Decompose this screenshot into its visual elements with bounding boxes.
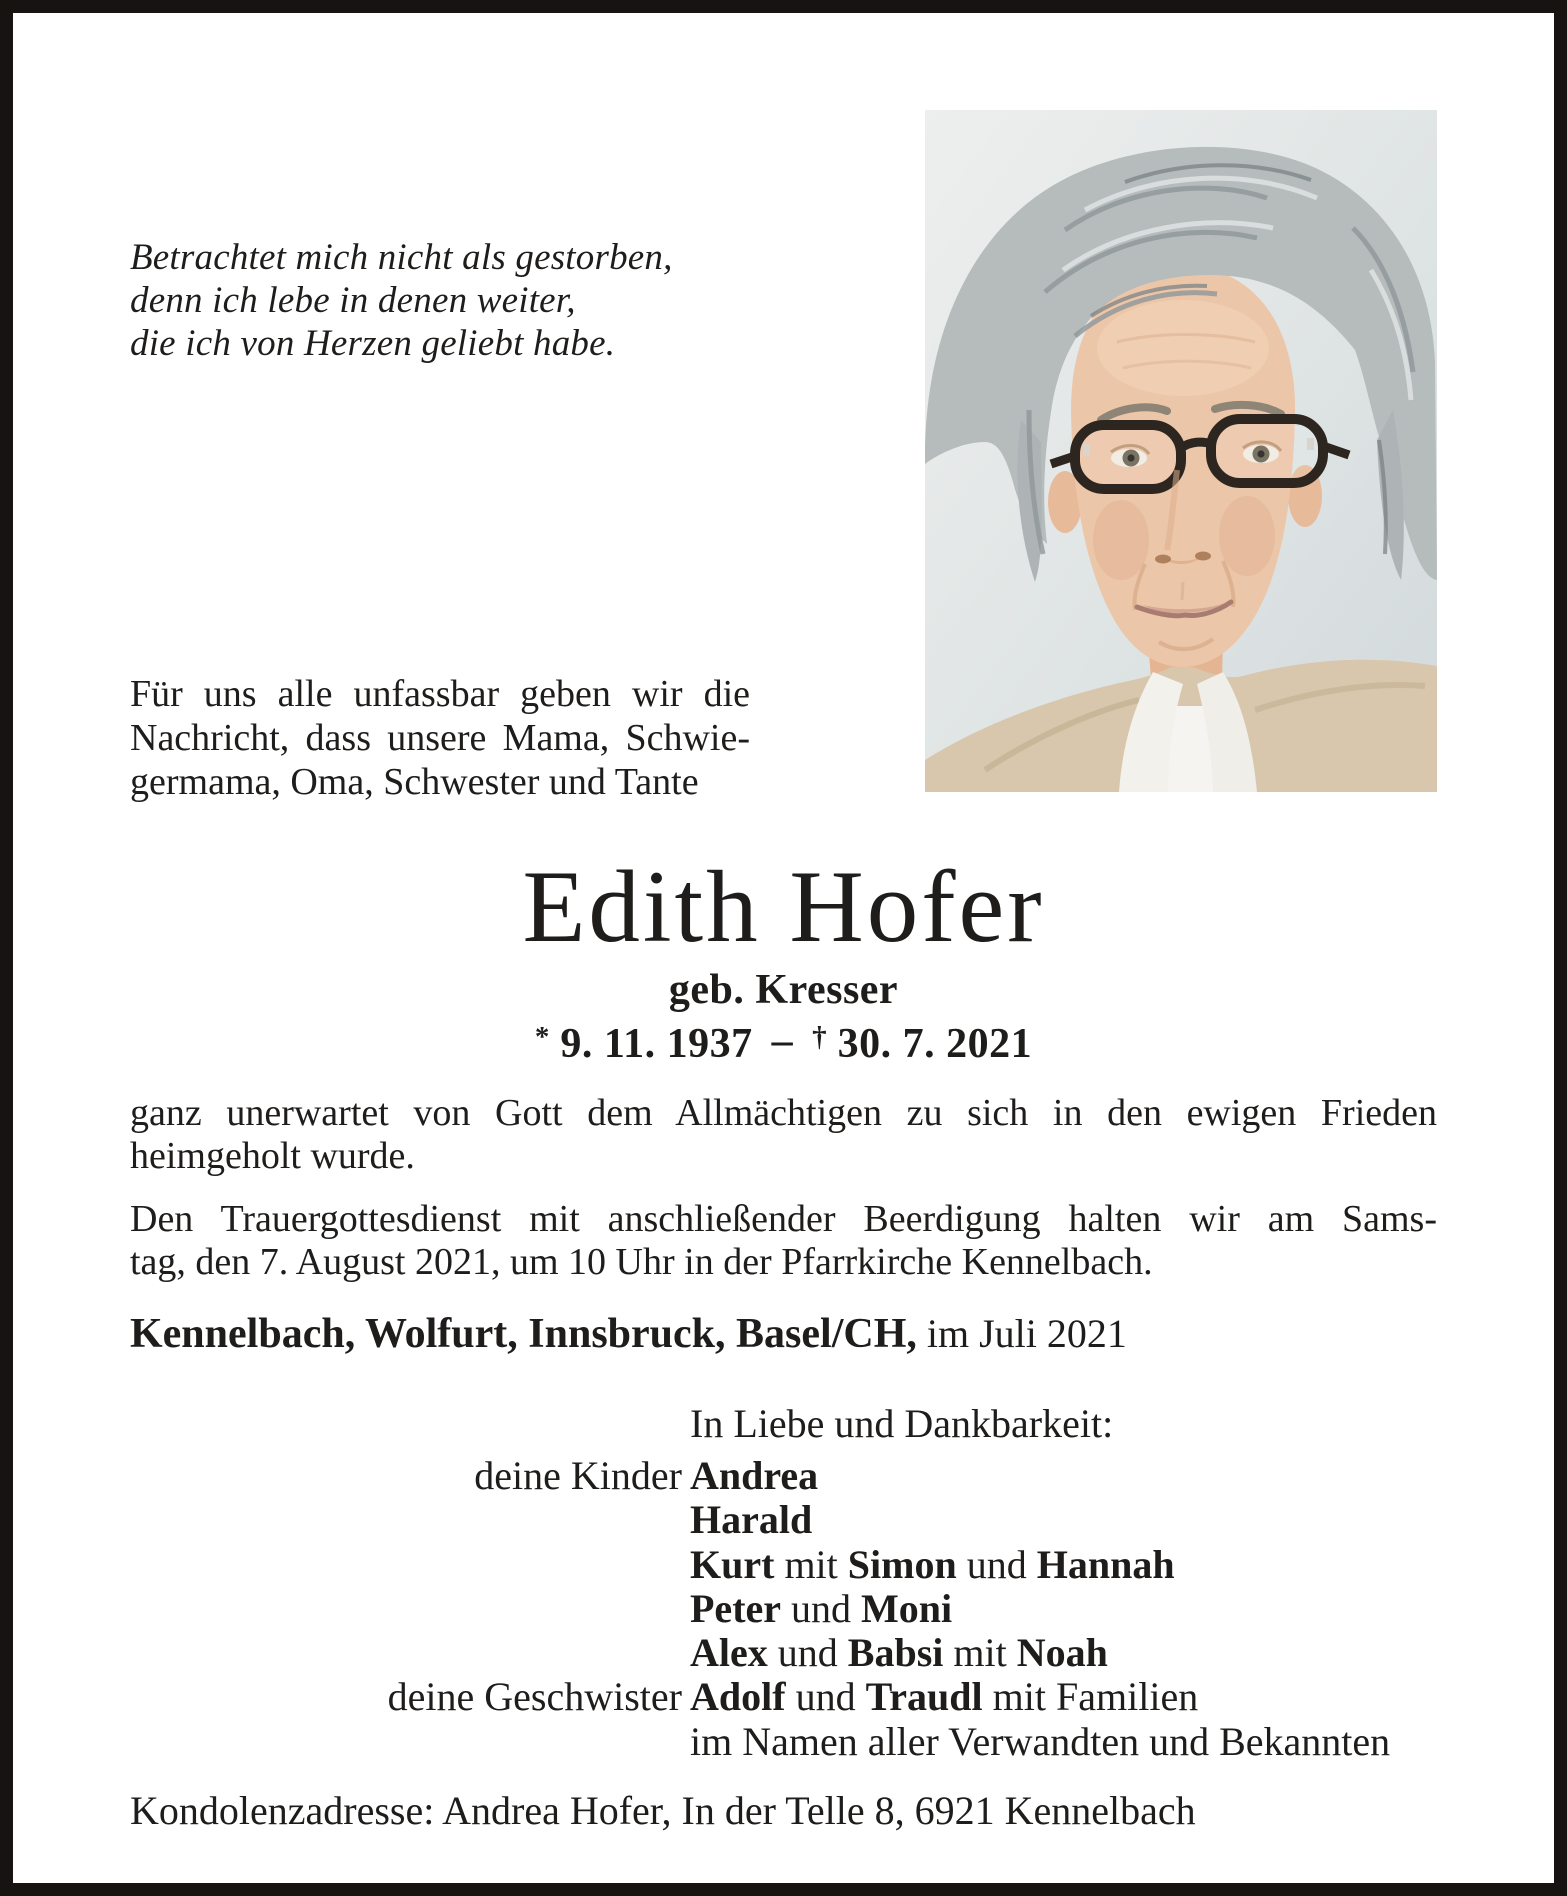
funeral-details-line: Den Trauergottesdienst mit anschließender Beerdigung halten wir am Sams-	[130, 1198, 1437, 1240]
family-member-name: Babsi	[847, 1630, 944, 1676]
signature-names	[690, 1454, 1437, 1498]
announcement-intro-line: germama, Oma, Schwester und Tante	[130, 761, 699, 803]
signature-names	[690, 1631, 1437, 1675]
signature-names	[690, 1543, 1437, 1587]
signature-relation-label	[130, 1543, 682, 1587]
signature-relation-label	[130, 1587, 682, 1631]
signature-text: mit	[943, 1630, 1017, 1676]
epitaph-quote-line: die ich von Herzen geliebt habe.	[130, 323, 616, 364]
family-member-name: Harald	[690, 1497, 813, 1543]
signature-relation-label	[130, 1498, 682, 1542]
announcement-intro-line: Nachricht, dass unsere Mama, Schwie-	[130, 717, 750, 759]
signature-text: mit Familien	[982, 1674, 1199, 1720]
family-member-name: Moni	[861, 1585, 953, 1631]
death-dagger-symbol: †	[812, 1021, 827, 1053]
signature-row	[130, 1498, 1437, 1542]
family-member-name: Andrea	[690, 1453, 819, 1498]
life-dates	[130, 1014, 1437, 1067]
family-member-name: Noah	[1016, 1630, 1108, 1676]
funeral-details-line: tag, den 7. August 2021, um 10 Uhr in der Pfarrkirche Kennelbach.	[130, 1241, 1153, 1283]
announcement-intro-line: Für uns alle unfassbar geben wir die	[130, 673, 750, 715]
epitaph-quote	[130, 236, 673, 365]
portrait-photo-graphic	[925, 110, 1437, 792]
dates-separator: –	[771, 1018, 794, 1064]
signature-relation-label	[130, 1631, 682, 1675]
family-member-name: Adolf	[690, 1674, 786, 1720]
signature-names	[690, 1675, 1437, 1719]
death-announcement-line: heimgeholt wurde.	[130, 1135, 415, 1177]
signature-row	[130, 1720, 1437, 1764]
family-member-name: Kurt	[690, 1541, 775, 1587]
birth-date: 9. 11. 1937	[560, 1021, 753, 1067]
death-announcement-line: ganz unerwartet von Gott dem Allmächtigen zu sich in den ewigen Frieden	[130, 1092, 1437, 1134]
signature-row	[130, 1631, 1437, 1675]
announcement-intro	[130, 672, 750, 804]
family-member-name: Alex	[690, 1630, 768, 1676]
signature-row	[130, 1587, 1437, 1631]
deceased-name: Edith Hofer	[522, 850, 1045, 964]
condolence-address: Kondolenzadresse: Andrea Hofer, In der Telle 8, 6921 Kennelbach	[130, 1788, 1196, 1833]
maiden-name: geb. Kresser	[668, 967, 899, 1013]
funeral-details	[130, 1198, 1437, 1284]
family-member-name: Peter	[690, 1585, 782, 1631]
signature-text: und	[956, 1541, 1037, 1587]
death-announcement	[130, 1092, 1437, 1178]
signature-row	[130, 1675, 1437, 1719]
family-member-name: Hannah	[1036, 1541, 1175, 1587]
signature-text: und	[785, 1674, 866, 1720]
epitaph-quote-line: denn ich lebe in denen weiter,	[130, 280, 576, 321]
portrait-photo	[925, 110, 1437, 792]
signature-text: im Namen aller Verwandten und Bekannten	[690, 1718, 1391, 1764]
signature-text: und	[767, 1630, 848, 1676]
signature-text: mit	[774, 1541, 848, 1587]
signature-list	[130, 1454, 1437, 1764]
family-member-name: Traudl	[865, 1674, 983, 1720]
dateline	[130, 1312, 1437, 1356]
signature-row	[130, 1543, 1437, 1587]
signature-names	[690, 1498, 1437, 1542]
dateline-places: Kennelbach, Wolfurt, Innsbruck, Basel/CH,	[130, 1311, 917, 1357]
signature-relation-label: deine Kinder	[474, 1453, 682, 1498]
signature-text: und	[781, 1585, 862, 1631]
signature-names	[690, 1587, 1437, 1631]
signature-relation-label	[130, 1720, 682, 1764]
family-member-name: Simon	[847, 1541, 957, 1587]
signature-relation-label: deine Geschwister	[387, 1674, 682, 1720]
signature-row	[130, 1454, 1437, 1498]
birth-star-symbol: *	[534, 1021, 550, 1053]
epitaph-quote-line: Betrachtet mich nicht als gestorben,	[130, 237, 673, 278]
signature-names	[690, 1720, 1437, 1764]
death-date: 30. 7. 2021	[837, 1021, 1033, 1067]
dateline-date: im Juli 2021	[926, 1311, 1127, 1356]
closing-heading: In Liebe und Dankbarkeit:	[690, 1401, 1114, 1446]
